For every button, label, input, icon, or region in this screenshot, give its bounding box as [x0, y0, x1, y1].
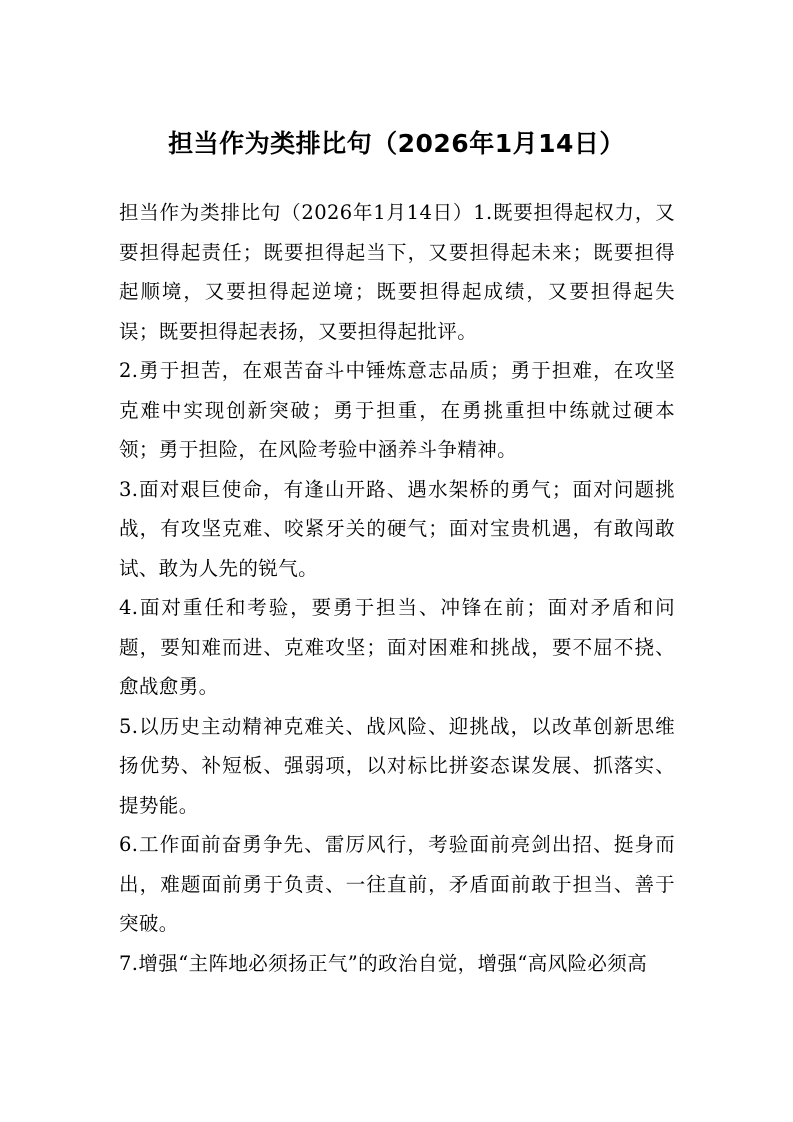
- paragraph-2: 2.勇于担苦，在艰苦奋斗中锤炼意志品质；勇于担难，在攻坚克难中实现创新突破；勇于担重，在勇挑重担中练就过硬本领；勇于担险，在风险考验中涵养斗争精神。: [119, 359, 675, 461]
- paragraph-6: 6.工作面前奋勇争先、雷厉风行，考验面前亮剑出招、挺身而出，难题面前勇于负责、一往直前，矛盾面前敢于担当、善于突破。: [119, 833, 675, 935]
- paragraph-1: 担当作为类排比句（2026年1月14日）1.既要担得起权力，又要担得起责任；既要担得起当下，又要担得起未来；既要担得起顺境，又要担得起逆境；既要担得起成绩，又要担得起失误；既要担得起表扬，又要担得起批评。: [119, 201, 675, 343]
- document-body: [119, 193, 675, 983]
- paragraph-7: 7.增强“主阵地必须扬正气”的政治自觉，增强“高风险必须高: [119, 951, 648, 975]
- paragraph-4: 4.面对重任和考验，要勇于担当、冲锋在前；面对矛盾和问题，要知难而进、克难攻坚；面对困难和挑战，要不屈不挠、愈战愈勇。: [119, 596, 675, 698]
- document-title: 担当作为类排比句（2026年1月14日）: [168, 129, 625, 158]
- paragraph-3: 3.面对艰巨使命，有逢山开路、遇水架桥的勇气；面对问题挑战，有攻坚克难、咬紧牙关的硬气；面对宝贵机遇，有敢闯敢试、敢为人先的锐气。: [119, 477, 675, 580]
- paragraph-5: 5.以历史主动精神克难关、战风险、迎挑战，以改革创新思维扬优势、补短板、强弱项，以对标比拼姿态谋发展、抓落实、提势能。: [119, 714, 675, 817]
